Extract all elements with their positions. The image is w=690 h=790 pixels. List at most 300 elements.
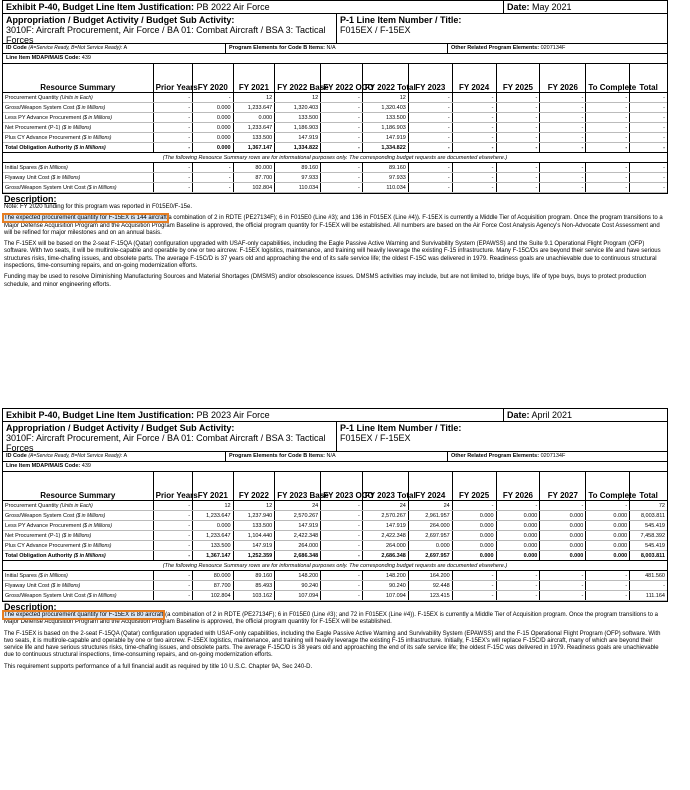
table-cell: 2,686.348: [362, 551, 408, 561]
description-paragraph-2: The F-15EX is based on the 2-seat F-15QA (Qatar) configuration upgraded with USAF-only capabilities, including the Eagle Passive Active Warning and Survivability System (EPAWSS) and the F-15 Operational Flight Program (OFP) software. With two seats, it is multirole-capable and operable by one or two aircrew. F-15EX logistics, maintenance, and training will heavily leverage the existing F-15 infrastructure. Initially, F-15EX's will replace F-15C/D aircraft, many of which are beyond their service life and have serious structures risks, time-chafing issues, and obsolete parts. The average F-15C/D is 38 years old and approaching the end of its safe service life; the oldest F-15C was delivered in 1979. Readiness goals are unachievable due to continuous structural inspections, time-consuming repairs, and on-going modernization efforts.: [4, 630, 661, 659]
row-label-text: Gross/Weapon System Unit Cost: [5, 184, 86, 191]
table-cell: -: [586, 133, 630, 143]
table-cell: 80.000: [233, 163, 275, 173]
row-label: [3, 183, 153, 193]
column-header: FY 2022 Total: [362, 64, 408, 93]
table-cell: -: [496, 501, 540, 511]
column-header: FY 2023 Base: [275, 472, 321, 501]
table-cell: -: [540, 123, 586, 133]
table-cell: 89.160: [275, 163, 321, 173]
row-label: [3, 591, 153, 601]
id-code: ID Code (A=Service Ready, B=Not Service Ready): A: [6, 45, 128, 51]
row-label-text: Less PY Advance Procurement: [5, 522, 82, 529]
row-label-text: Gross/Weapon System Unit Cost: [5, 592, 86, 599]
column-header: To Complete: [586, 472, 630, 501]
table-cell: -: [321, 541, 363, 551]
table-cell: 111.164: [630, 591, 667, 601]
exhibit-page-fy2022: [0, 0, 690, 293]
table-cell: -: [630, 581, 667, 591]
table-cell: -: [153, 501, 192, 511]
row-unit: ($ in Millions): [73, 552, 106, 559]
table-cell: -: [540, 133, 586, 143]
table-cell: -: [408, 123, 452, 133]
table-cell: 0.000: [540, 531, 586, 541]
table-cell: 2,697.957: [408, 551, 452, 561]
table-cell: -: [452, 113, 496, 123]
row-unit: ($ in Millions): [81, 542, 112, 549]
table-cell: 1,367.147: [233, 143, 275, 153]
exhibit-date: Date: April 2021: [503, 409, 667, 421]
table-cell: 0.000: [452, 531, 496, 541]
mdap-mais-code: Line Item MDAP/MAIS Code: 439: [6, 463, 91, 469]
table-cell: -: [153, 133, 192, 143]
table-cell: 0.000: [452, 541, 496, 551]
table-cell: -: [586, 501, 630, 511]
table-cell: -: [452, 581, 496, 591]
row-label-text: Gross/Weapon System Cost: [5, 512, 75, 519]
table-cell: -: [630, 183, 667, 193]
table-cell: -: [408, 173, 452, 183]
table-cell: -: [452, 133, 496, 143]
table-cell: -: [321, 521, 363, 531]
column-header: Total: [630, 64, 667, 93]
other-related-program-elements: Other Related Program Elements: 0207134F: [447, 452, 667, 461]
description-note: Note: FY 2020 funding for this program was reported in F015E0/F-15e.: [4, 204, 192, 210]
row-label: [3, 173, 153, 183]
column-header: FY 2022: [233, 472, 275, 501]
table-cell: -: [540, 143, 586, 153]
table-cell: 1,367.147: [193, 551, 234, 561]
column-header: FY 2023 Total: [362, 472, 408, 501]
row-label-text: Plus CY Advance Procurement: [5, 542, 81, 549]
table-cell: -: [540, 173, 586, 183]
table-cell: -: [153, 581, 192, 591]
table-cell: -: [193, 163, 234, 173]
description-paragraph-3: Funding may be used to resolve Diminishing Manufacturing Sources and Material Shortages (DMSMS) and/or obsolescence issues. DMSMS activities may include, but are not limited to, bridge buys, life of type buys, buys to protect production schedule, and minor engineering efforts.: [4, 274, 647, 288]
table-cell: 1,104.440: [233, 531, 275, 541]
table-cell: 2,570.267: [362, 511, 408, 521]
table-cell: 107.094: [275, 591, 321, 601]
table-cell: 133.500: [362, 113, 408, 123]
table-cell: -: [321, 163, 363, 173]
description-paragraph-1: The expected procurement quantity for F-15EX is 80 aircraft (a combination of 2 in RDTE (PE27134F); 6 in F015E0 (Line #3); and 72 in F015EX (Line #4)). F-15EX is currently a Middle Tier of Acquisition program. Once the program transitions to a Major Defense Acquisition Program and the Acquisition Program Baseline is approved, the official program quantity for F-15EX will be established.: [4, 612, 658, 626]
exhibit-page-fy2023: [0, 408, 690, 675]
table-cell: 102.804: [193, 591, 234, 601]
row-label-text: Initial Spares: [5, 164, 37, 171]
table-cell: 90.240: [275, 581, 321, 591]
p1-line-item-block: P-1 Line Item Number / Title: F015EX / F-15EX: [336, 422, 667, 451]
table-cell: 72: [630, 501, 667, 511]
table-cell: -: [496, 571, 540, 581]
table-cell: 0.000: [586, 521, 630, 531]
table-cell: -: [321, 123, 363, 133]
row-label: [3, 581, 153, 591]
table-cell: -: [193, 173, 234, 183]
table-cell: 92.448: [408, 581, 452, 591]
table-cell: 164.200: [408, 571, 452, 581]
table-cell: 1,320.403: [362, 103, 408, 113]
table-cell: -: [630, 103, 667, 113]
table-row: [3, 183, 667, 193]
table-cell: 1,186.903: [362, 123, 408, 133]
table-cell: -: [496, 183, 540, 193]
resource-summary-table: [3, 64, 667, 193]
table-cell: -: [540, 183, 586, 193]
table-cell: 148.200: [362, 571, 408, 581]
table-cell: -: [452, 501, 496, 511]
row-label: [3, 93, 153, 103]
table-cell: -: [408, 93, 452, 103]
table-cell: 1,233.647: [233, 103, 275, 113]
table-cell: 87.700: [193, 581, 234, 591]
table-cell: 0.000: [496, 511, 540, 521]
description-paragraph-1: The expected procurement quantity for F-15EX is 144 aircraft a combination of 2 in RDTE (PE27134F); 6 in F015E0 (Line #3); and 136 in F015EX (Line #4)). F-15EX is currently a Middle Tier of Acquisition program. Once the program transitions to a Major Defense Acquisition Program and the Acquisition Program Baseline is approved, the official program quantity for F-15EX will be established. All numbers are based on the Air Force Cost Analysis Agency's Non-Advocate Cost Assessment and will be refined for major milestones and on an annual basis.: [4, 215, 663, 236]
table-cell: 133.500: [233, 133, 275, 143]
table-cell: 147.919: [362, 521, 408, 531]
table-cell: 0.000: [408, 541, 452, 551]
row-label-text: Less PY Advance Procurement: [5, 114, 82, 121]
table-cell: -: [321, 93, 363, 103]
table-cell: -: [321, 571, 363, 581]
table-cell: -: [452, 93, 496, 103]
table-cell: 0.000: [193, 103, 234, 113]
table-cell: 147.919: [362, 133, 408, 143]
table-cell: 2,961.957: [408, 511, 452, 521]
row-label-text: Gross/Weapon System Cost: [5, 104, 75, 111]
table-cell: 0.000: [193, 113, 234, 123]
table-row: [3, 591, 667, 601]
table-cell: 110.034: [275, 183, 321, 193]
row-unit: ($ in Millions): [38, 164, 68, 171]
column-header: Resource Summary: [3, 472, 153, 501]
table-cell: 0.000: [193, 133, 234, 143]
other-related-program-elements: Other Related Program Elements: 0207134F: [447, 44, 667, 53]
table-cell: -: [586, 591, 630, 601]
table-row: [3, 173, 667, 183]
table-row: [3, 93, 667, 103]
table-cell: -: [408, 103, 452, 113]
table-cell: -: [630, 123, 667, 133]
table-cell: 1,233.647: [233, 123, 275, 133]
table-header-row: [3, 472, 667, 501]
table-cell: 0.000: [586, 531, 630, 541]
description-title: Description:: [4, 602, 57, 612]
column-header: FY 2026: [540, 64, 586, 93]
table-cell: 12: [362, 93, 408, 103]
row-unit: ($ in Millions): [82, 522, 113, 529]
row-label: [3, 501, 153, 511]
table-header-row: [3, 64, 667, 93]
row-unit: (Units in Each): [60, 94, 93, 101]
table-cell: 12: [275, 93, 321, 103]
row-label: [3, 571, 153, 581]
table-cell: 147.919: [233, 541, 275, 551]
column-header: To Complete: [586, 64, 630, 93]
table-row: [3, 571, 667, 581]
table-cell: 0.000: [586, 511, 630, 521]
table-cell: 1,186.903: [275, 123, 321, 133]
table-row: [3, 143, 667, 153]
table-cell: 2,422.348: [362, 531, 408, 541]
table-cell: -: [496, 103, 540, 113]
table-cell: -: [452, 591, 496, 601]
table-cell: 80.000: [193, 571, 234, 581]
table-cell: 0.000: [452, 551, 496, 561]
exhibit-frame: [2, 0, 668, 194]
table-cell: 12: [233, 93, 275, 103]
column-header: FY 2025: [496, 64, 540, 93]
table-cell: -: [321, 173, 363, 183]
appropriation-block: Appropriation / Budget Activity / Budget Sub Activity: 3010F: Aircraft Procurement, Air Force / BA 01: Combat Aircraft / BSA 3: Tactical Forces: [6, 15, 326, 45]
column-header: Resource Summary: [3, 64, 153, 93]
table-cell: -: [586, 143, 630, 153]
table-cell: -: [193, 183, 234, 193]
table-row: [3, 531, 667, 541]
row-label: [3, 123, 153, 133]
table-cell: -: [452, 173, 496, 183]
program-elements-code-b: Program Elements for Code B Items: N/A: [225, 452, 447, 461]
column-header: Prior Years: [153, 472, 192, 501]
table-cell: -: [153, 183, 192, 193]
column-header: FY 2021: [193, 472, 234, 501]
table-cell: 545.419: [630, 541, 667, 551]
table-cell: -: [540, 501, 586, 511]
table-cell: -: [496, 143, 540, 153]
table-cell: -: [586, 571, 630, 581]
table-cell: -: [586, 581, 630, 591]
row-label: [3, 103, 153, 113]
table-cell: -: [630, 143, 667, 153]
row-unit: ($ in Millions): [73, 144, 106, 151]
table-cell: -: [630, 173, 667, 183]
row-unit: ($ in Millions): [75, 104, 106, 111]
table-row: [3, 551, 667, 561]
table-cell: -: [153, 571, 192, 581]
table-cell: 264.000: [408, 521, 452, 531]
table-cell: 264.000: [275, 541, 321, 551]
table-cell: 0.000: [193, 123, 234, 133]
row-unit: ($ in Millions): [81, 134, 112, 141]
table-cell: 147.919: [275, 133, 321, 143]
table-cell: -: [153, 163, 192, 173]
table-cell: 1,237.940: [233, 511, 275, 521]
table-cell: 97.933: [362, 173, 408, 183]
table-cell: -: [540, 93, 586, 103]
table-cell: 147.919: [275, 521, 321, 531]
row-unit: ($ in Millions): [82, 114, 113, 121]
table-cell: -: [630, 93, 667, 103]
table-cell: 1,320.403: [275, 103, 321, 113]
table-cell: -: [586, 103, 630, 113]
table-cell: -: [452, 183, 496, 193]
table-cell: -: [586, 123, 630, 133]
table-cell: -: [153, 551, 192, 561]
column-header: FY 2024: [408, 472, 452, 501]
table-cell: -: [321, 511, 363, 521]
table-cell: -: [321, 591, 363, 601]
table-cell: -: [408, 183, 452, 193]
table-cell: -: [321, 183, 363, 193]
table-cell: 0.000: [496, 551, 540, 561]
table-cell: -: [153, 93, 192, 103]
row-label-text: Procurement Quantity: [5, 502, 59, 509]
column-header: FY 2023 OCO: [321, 472, 363, 501]
table-cell: -: [496, 591, 540, 601]
row-label-text: Flyaway Unit Cost: [5, 582, 50, 589]
row-unit: ($ in Millions): [38, 572, 68, 579]
row-label-text: Total Obligation Authority: [5, 552, 73, 559]
table-cell: -: [496, 93, 540, 103]
p1-line-item-block: P-1 Line Item Number / Title: F015EX / F-15EX: [336, 14, 667, 43]
table-cell: -: [321, 143, 363, 153]
table-cell: 103.162: [233, 591, 275, 601]
table-cell: -: [452, 571, 496, 581]
table-cell: 107.094: [362, 591, 408, 601]
row-label: [3, 551, 153, 561]
table-cell: 89.160: [233, 571, 275, 581]
table-cell: -: [586, 163, 630, 173]
table-row: [3, 133, 667, 143]
id-code: ID Code (A=Service Ready, B=Not Service Ready): A: [6, 453, 128, 459]
row-unit: ($ in Millions): [61, 124, 92, 131]
table-cell: -: [153, 591, 192, 601]
table-cell: -: [540, 103, 586, 113]
table-cell: 0.000: [540, 521, 586, 531]
row-label: [3, 113, 153, 123]
row-label: [3, 521, 153, 531]
table-cell: -: [540, 113, 586, 123]
table-cell: -: [153, 511, 192, 521]
column-header: FY 2027: [540, 472, 586, 501]
table-row: [3, 113, 667, 123]
table-row: [3, 103, 667, 113]
table-cell: 0.000: [540, 511, 586, 521]
table-row: [3, 123, 667, 133]
table-cell: -: [153, 123, 192, 133]
table-row: [3, 511, 667, 521]
table-cell: -: [496, 123, 540, 133]
table-cell: 0.000: [540, 551, 586, 561]
exhibit-title: Exhibit P-40, Budget Line Item Justification: PB 2023 Air Force: [6, 410, 270, 420]
table-cell: 2,570.267: [275, 511, 321, 521]
description-paragraph-3: This requirement supports performance of a full financial audit as required by title 10 U.S.C. Chapter 9A, Sec 240-D.: [4, 663, 313, 670]
table-cell: 8,003.811: [630, 551, 667, 561]
row-unit: ($ in Millions): [87, 592, 117, 599]
row-label-text: Net Procurement (P-1): [5, 124, 61, 131]
table-cell: 0.000: [540, 541, 586, 551]
table-cell: -: [452, 143, 496, 153]
description-section: [4, 194, 664, 289]
table-cell: 545.419: [630, 521, 667, 531]
column-header: FY 2025: [452, 472, 496, 501]
exhibit-title: Exhibit P-40, Budget Line Item Justification: PB 2022 Air Force: [6, 2, 270, 12]
row-label: [3, 511, 153, 521]
table-cell: 85.493: [233, 581, 275, 591]
table-cell: 264.000: [362, 541, 408, 551]
table-cell: 0.000: [496, 521, 540, 531]
table-cell: -: [321, 581, 363, 591]
row-unit: ($ in Millions): [50, 174, 81, 181]
table-cell: 0.000: [193, 521, 234, 531]
table-cell: 12: [233, 501, 275, 511]
table-cell: -: [408, 133, 452, 143]
row-label-text: Total Obligation Authority: [5, 144, 73, 151]
table-cell: -: [153, 113, 192, 123]
table-cell: 0.000: [496, 541, 540, 551]
column-header: Total: [630, 472, 667, 501]
row-label: [3, 541, 153, 551]
program-elements-code-b: Program Elements for Code B Items: N/A: [225, 44, 447, 53]
table-row: [3, 581, 667, 591]
table-cell: -: [153, 103, 192, 113]
table-cell: 123.415: [408, 591, 452, 601]
column-header: FY 2020: [193, 64, 234, 93]
column-header: Prior Years: [153, 64, 192, 93]
column-header: FY 2022 Base: [275, 64, 321, 93]
table-cell: -: [540, 571, 586, 581]
column-header: FY 2021: [233, 64, 275, 93]
table-cell: -: [193, 93, 234, 103]
table-cell: 87.700: [233, 173, 275, 183]
table-cell: -: [540, 163, 586, 173]
row-label: [3, 143, 153, 153]
table-cell: -: [153, 143, 192, 153]
row-label: [3, 163, 153, 173]
table-row: [3, 541, 667, 551]
table-cell: -: [321, 103, 363, 113]
table-cell: -: [153, 173, 192, 183]
table-cell: -: [496, 133, 540, 143]
table-cell: -: [408, 113, 452, 123]
table-row: [3, 521, 667, 531]
table-cell: 2,686.348: [275, 551, 321, 561]
row-unit: ($ in Millions): [61, 532, 92, 539]
table-cell: -: [408, 143, 452, 153]
table-cell: -: [452, 123, 496, 133]
table-cell: 24: [275, 501, 321, 511]
table-cell: 2,697.957: [408, 531, 452, 541]
row-label-text: Plus CY Advance Procurement: [5, 134, 81, 141]
table-cell: -: [586, 183, 630, 193]
table-cell: -: [630, 163, 667, 173]
info-note: (The following Resource Summary rows are for informational purposes only. The corresponding budget requests are documented elsewhere.): [3, 153, 667, 163]
column-header: FY 2022 OCO: [321, 64, 363, 93]
table-cell: 24: [362, 501, 408, 511]
table-cell: -: [630, 133, 667, 143]
row-label-text: Flyaway Unit Cost: [5, 174, 50, 181]
table-cell: 89.160: [362, 163, 408, 173]
table-cell: 8,003.811: [630, 511, 667, 521]
table-cell: -: [321, 133, 363, 143]
table-cell: -: [496, 163, 540, 173]
row-label: [3, 531, 153, 541]
table-cell: 97.933: [275, 173, 321, 183]
row-label: [3, 133, 153, 143]
table-cell: -: [586, 113, 630, 123]
description-paragraph-2: The F-15EX will be based on the 2-seat F-15QA (Qatar) configuration upgraded with USAF-only capabilities, including the Eagle Passive Active Warning and Survivability System (EPAWSS) and the Suite 9.1 Operational Flight Program (OFP) software. With two seats, it will be multirole-capable and operable by one or two aircrew. F-15EX logistics, maintenance, and training will heavily leverage the existing F-15 infrastructure. Many F-15C/Ds are beyond their service life and have serious structures risks, time-chafing issues, and obsolete parts. The average F-15C/D is 37 years old and approaching the end of its safe service life; the oldest F-15C was delivered in 1979. Readiness goals are unachievable due to continuous structural inspections, time-consuming repairs, and on-going modernization efforts.: [4, 241, 661, 270]
table-cell: -: [153, 541, 192, 551]
table-cell: -: [630, 113, 667, 123]
table-cell: -: [408, 163, 452, 173]
table-cell: -: [496, 581, 540, 591]
table-cell: 0.000: [452, 521, 496, 531]
table-row: [3, 163, 667, 173]
table-cell: 1,233.647: [193, 511, 234, 521]
table-cell: 110.034: [362, 183, 408, 193]
table-cell: 148.200: [275, 571, 321, 581]
table-cell: -: [586, 93, 630, 103]
appropriation-block: Appropriation / Budget Activity / Budget Sub Activity: 3010F: Aircraft Procurement, Air Force / BA 01: Combat Aircraft / BSA 3: Tactical Forces: [6, 423, 326, 453]
